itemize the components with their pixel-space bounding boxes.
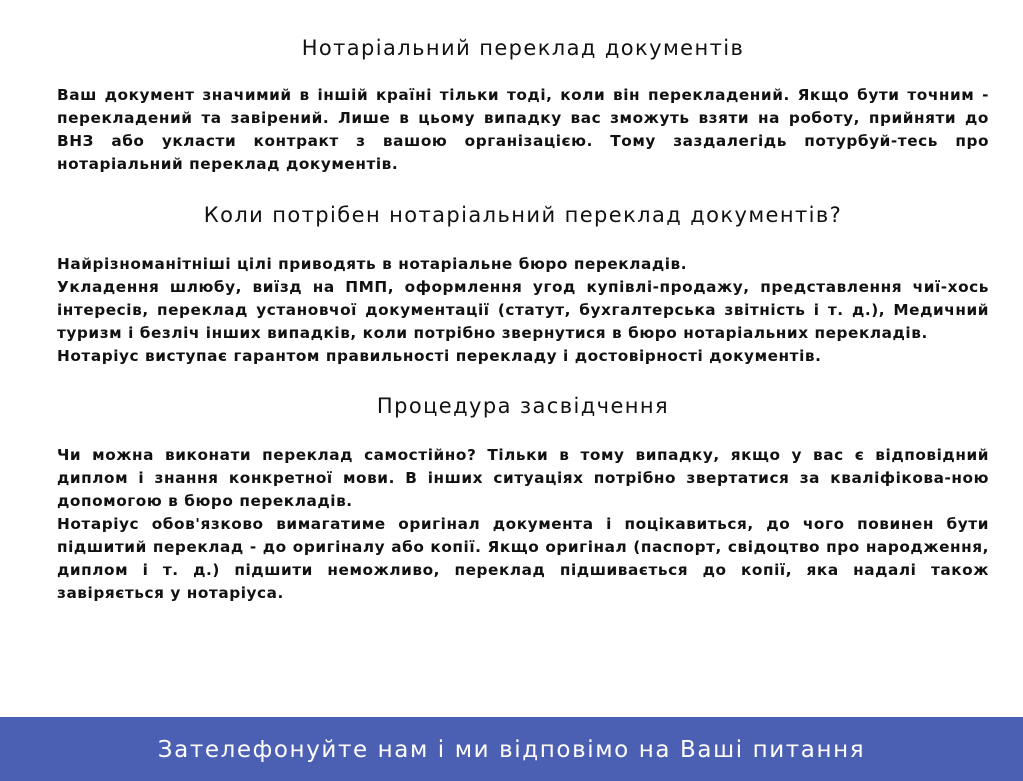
procedure-paragraph: Чи можна виконати переклад самостійно? Тільки в тому випадку, якщо у вас є відповідний диплом і знання конкретної мови. В інших ситуаціях потрібно звертатися за кваліфікова-ною допомогою в бюро перекладів. Нотаріус обов'язково вимагатиме оригінал документа і поцікавиться, до чого повинен бути підшитий переклад - до оригіналу або копії. Якщо оригінал (паспорт, свідоцтво про народження, диплом і т. д.) підшити неможливо, переклад підшивається до копії, яка надалі також завіряється у нотаріуса. (57, 446, 989, 602)
page-title: Нотаріальний переклад документів (301, 36, 745, 60)
call-to-action-banner[interactable] (0, 717, 1023, 781)
section-heading-procedure: Процедура засвідчення (376, 394, 670, 418)
section-heading-when-needed: Коли потрібен нотаріальний переклад документів? (203, 203, 843, 227)
when-needed-paragraph: Найрізноманітніші цілі приводять в нотаріальне бюро перекладів. Укладення шлюбу, виїзд на ПМП, оформлення угод купівлі-продажу, представлення чиї-хось інтересів, переклад установчої документації (статут, бухгалтерська звітність і т. д.), Медичний туризм і безліч інших випадків, коли потрібно звернутися в бюро нотаріальних перекладів. Нотаріус виступає гарантом правильності перекладу і достовірності документів. (57, 255, 989, 365)
call-to-action-text[interactable]: Зателефонуйте нам і ми відповімо на Ваші питання (157, 737, 866, 763)
article (57, 34, 989, 605)
intro-paragraph: Ваш документ значимий в іншій країні тільки тоді, коли він перекладений. Якщо бути точним - перекладений та завірений. Лише в цьому випадку вас зможуть взяти на роботу, прийняти до ВНЗ або укласти контракт з вашою організацією. Тому заздалегідь потурбуй-тесь про нотаріальний переклад документів. (57, 86, 989, 173)
